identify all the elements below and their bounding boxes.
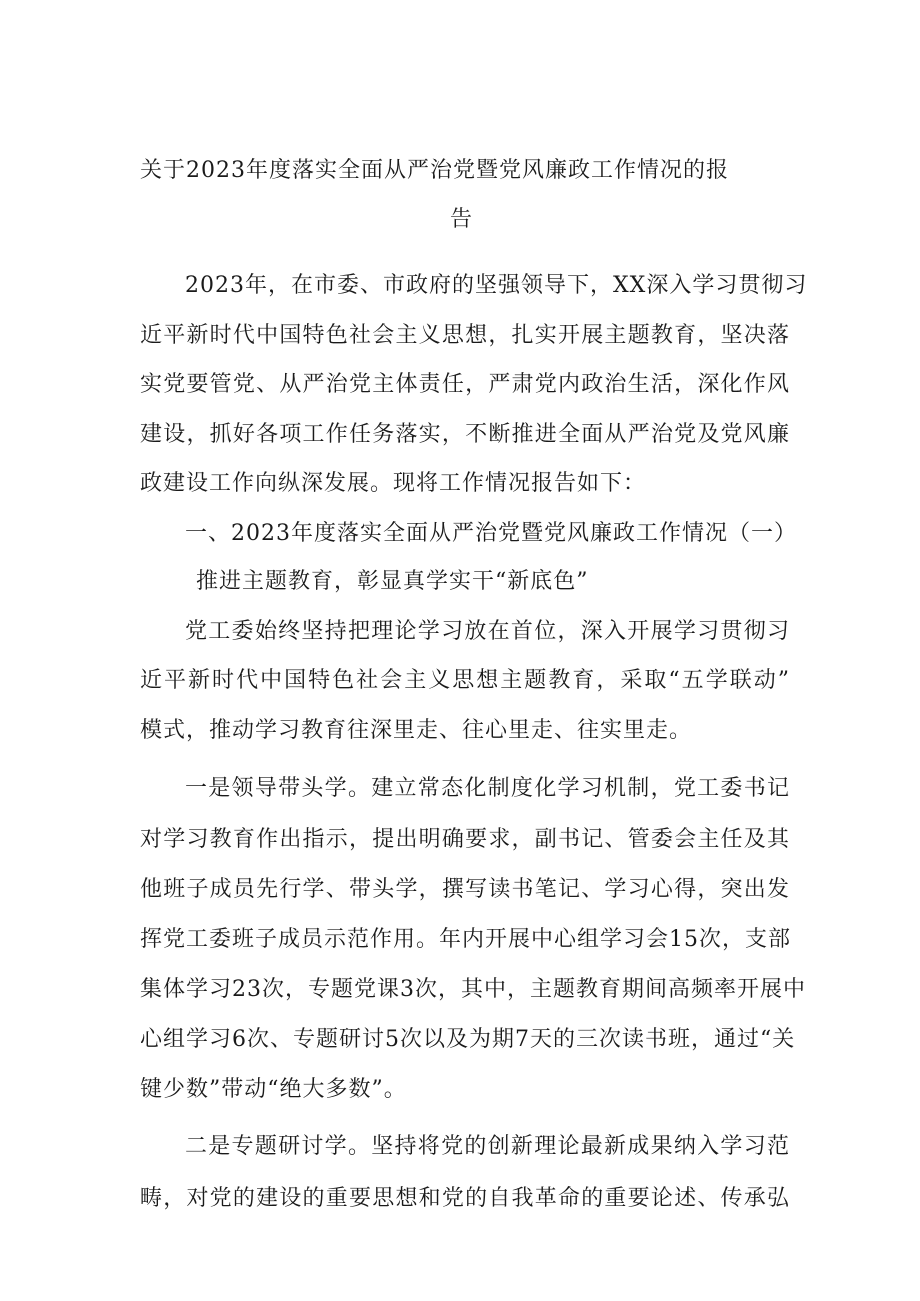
intro-line-3: 实党要管党、从严治党主体责任，严肃党内政治生活，深化作风 [140,372,790,397]
para2-line-7: 键少数”带动“绝大多数”。 [140,1077,407,1102]
document-title-line-2: 告 [450,207,474,232]
para1-line-3: 模式，推动学习教育往深里走、往心里走、往实里走。 [140,718,693,743]
para2-line-3: 他班子成员先行学、带头学，撰写读书笔记、学习心得，突出发 [140,877,790,902]
para2-line-5: 集体学习23次，专题党课3次，其中，主题教育期间高频率开展中 [140,977,806,1002]
para2-line-1: 一是领导带头学。建立常态化制度化学习机制，党工委书记 [185,776,790,801]
para2-line-2: 对学习教育作出指示，提出明确要求，副书记、管委会主任及其 [140,827,790,852]
intro-line-4: 建设，抓好各项工作任务落实，不断推进全面从严治党及党风廉 [140,422,790,447]
para1-line-2: 近平新时代中国特色社会主义思想主题教育，采取“五学联动” [140,668,790,693]
intro-line-5: 政建设工作向纵深发展。现将工作情况报告如下： [140,471,647,496]
intro-line-2: 近平新时代中国特色社会主义思想，扎实开展主题教育，坚决落 [140,323,790,348]
subsection-heading: 推进主题教育，彰显真学实干“新底色” [196,569,589,594]
para2-line-6: 心组学习6次、专题研讨5次以及为期7天的三次读书班，通过“关 [140,1027,796,1052]
document-title-line-1: 关于2023年度落实全面从严治党暨党风廉政工作情况的报 [140,158,729,183]
para1-line-1: 党工委始终坚持把理论学习放在首位，深入开展学习贯彻习 [185,619,790,644]
intro-line-1: 2023年，在市委、市政府的坚强领导下，XX深入学习贯彻习 [185,273,808,298]
section-heading: 一、2023年度落实全面从严治党暨党风廉政工作情况（一） [185,521,797,546]
para3-line-1: 二是专题研讨学。坚持将党的创新理论最新成果纳入学习范 [185,1134,790,1159]
para2-line-4: 挥党工委班子成员示范作用。年内开展中心组学习会15次，支部 [140,927,791,952]
para3-line-2: 畴，对党的建设的重要思想和党的自我革命的重要论述、传承弘 [140,1186,790,1211]
